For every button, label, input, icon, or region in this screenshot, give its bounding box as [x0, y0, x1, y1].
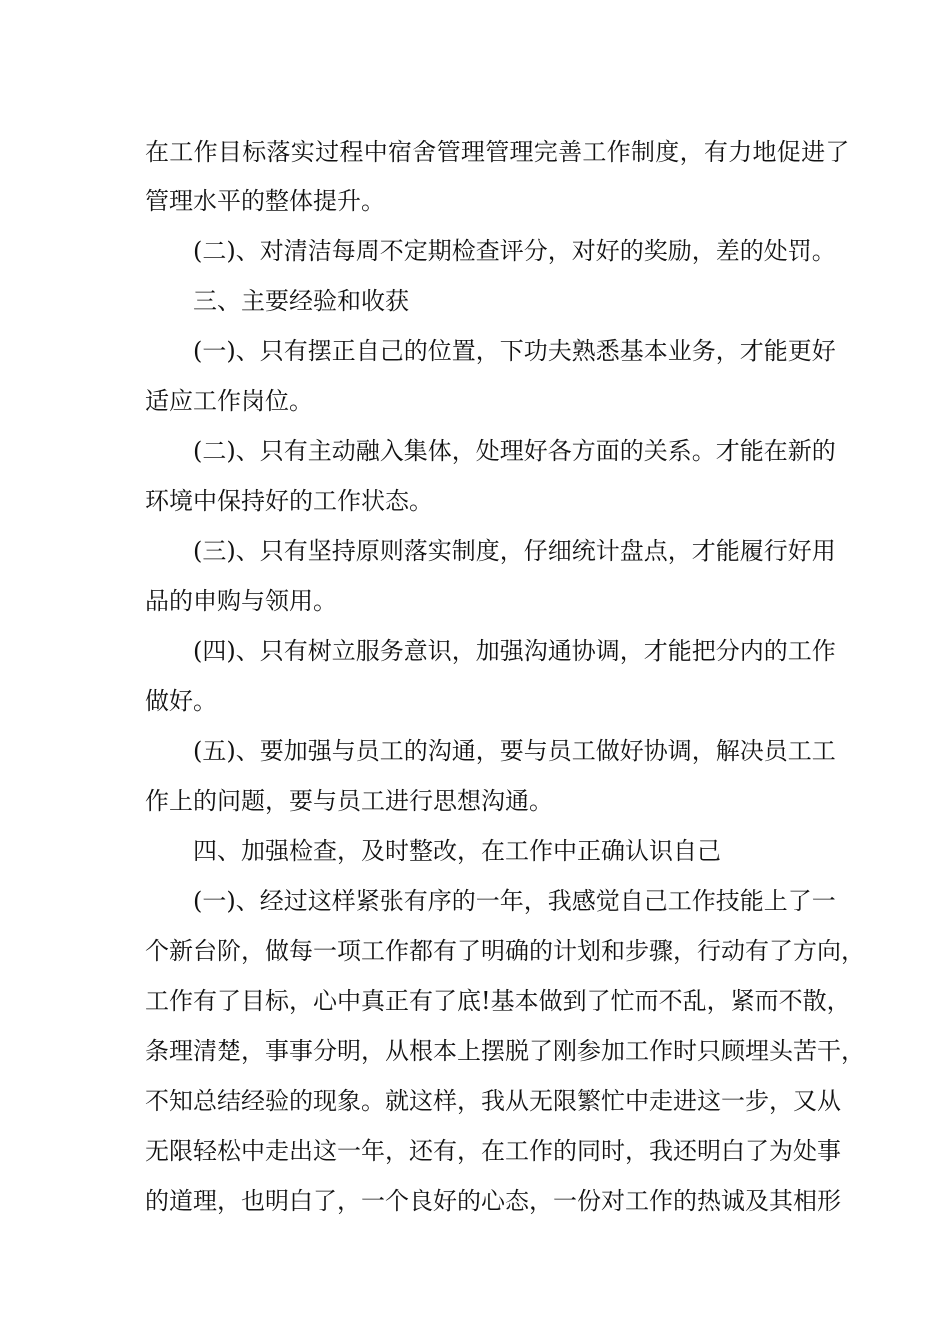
text-line: 在工作目标落实过程中宿舍管理管理完善工作制度，有力地促进了	[145, 138, 850, 166]
text-line: 环境中保持好的工作状态。	[145, 487, 433, 515]
text-line: (二)、只有主动融入集体，处理好各方面的关系。才能在新的	[193, 437, 836, 465]
text-line: 品的申购与领用。	[145, 587, 337, 615]
text-line: 无限轻松中走出这一年，还有，在工作的同时，我还明白了为处事	[145, 1137, 841, 1165]
text-line: 做好。	[145, 687, 217, 715]
text-line: 管理水平的整体提升。	[145, 187, 385, 215]
text-line: 不知总结经验的现象。就这样，我从无限繁忙中走进这一步，又从	[145, 1087, 841, 1115]
section-heading: 四、加强检查，及时整改，在工作中正确认识自己	[193, 837, 721, 865]
text-line: 作上的问题，要与员工进行思想沟通。	[145, 787, 553, 815]
text-line: (一)、只有摆正自己的位置，下功夫熟悉基本业务，才能更好	[193, 337, 836, 365]
text-line: (三)、只有坚持原则落实制度，仔细统计盘点，才能履行好用	[193, 537, 836, 565]
text-line: (五)、要加强与员工的沟通，要与员工做好协调，解决员工工	[193, 737, 836, 765]
text-line: 工作有了目标，心中真正有了底!基本做到了忙而不乱，紧而不散，	[145, 987, 851, 1015]
section-heading: 三、主要经验和收获	[193, 287, 409, 315]
text-line: (一)、经过这样紧张有序的一年，我感觉自己工作技能上了一	[193, 887, 836, 915]
text-line: (二)、对清洁每周不定期检查评分，对好的奖励，差的处罚。	[193, 237, 836, 265]
text-line: 个新台阶，做每一项工作都有了明确的计划和步骤，行动有了方向，	[145, 937, 865, 965]
text-line: 适应工作岗位。	[145, 387, 313, 415]
text-line: 的道理，也明白了，一个良好的心态，一份对工作的热诚及其相形	[145, 1187, 841, 1215]
text-line: 条理清楚，事事分明，从根本上摆脱了刚参加工作时只顾埋头苦干，	[145, 1037, 865, 1065]
text-line: (四)、只有树立服务意识，加强沟通协调，才能把分内的工作	[193, 637, 836, 665]
